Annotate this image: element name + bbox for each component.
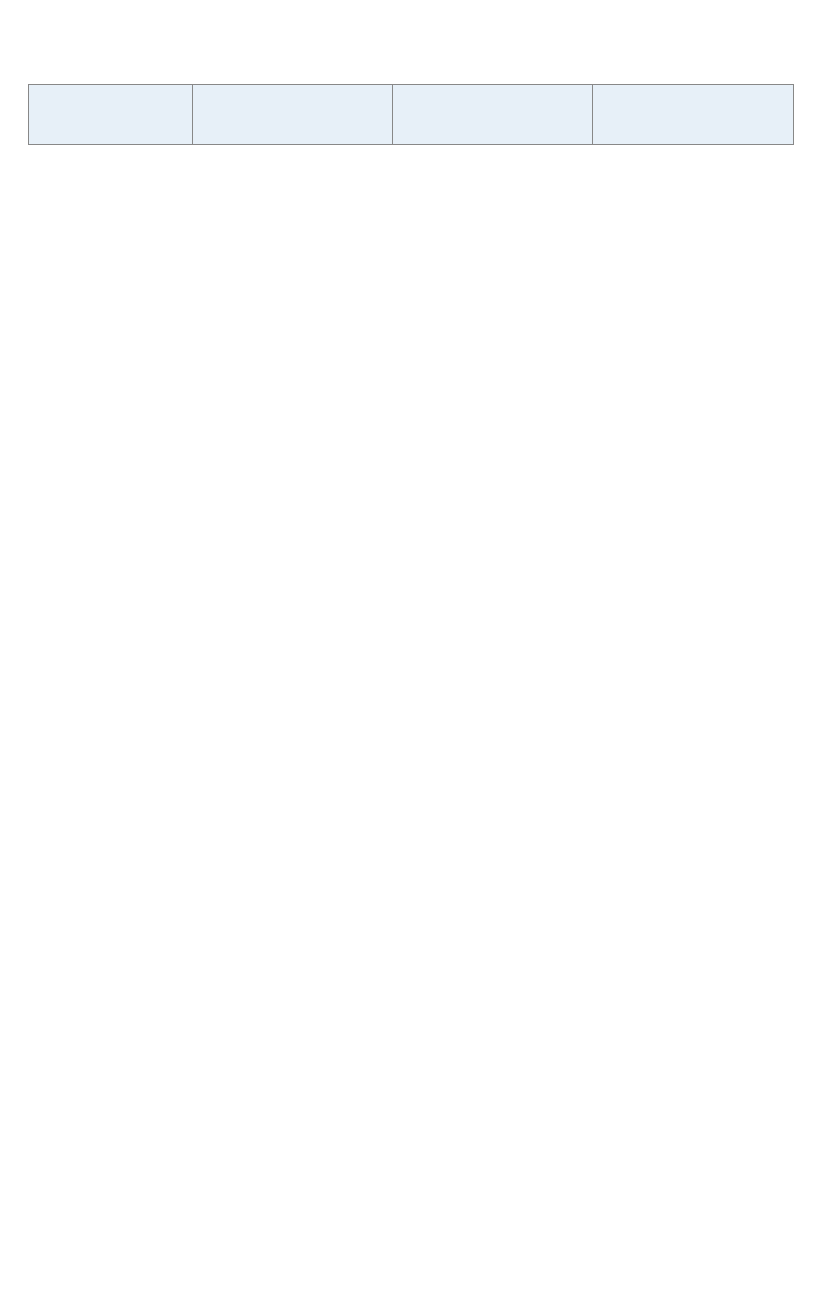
header-corner-cell: [28, 84, 193, 145]
header-kitsuke-hair: [392, 84, 593, 145]
header-kitsuke: [192, 84, 393, 145]
header-kitsuke-hair-makeup: [592, 84, 794, 145]
